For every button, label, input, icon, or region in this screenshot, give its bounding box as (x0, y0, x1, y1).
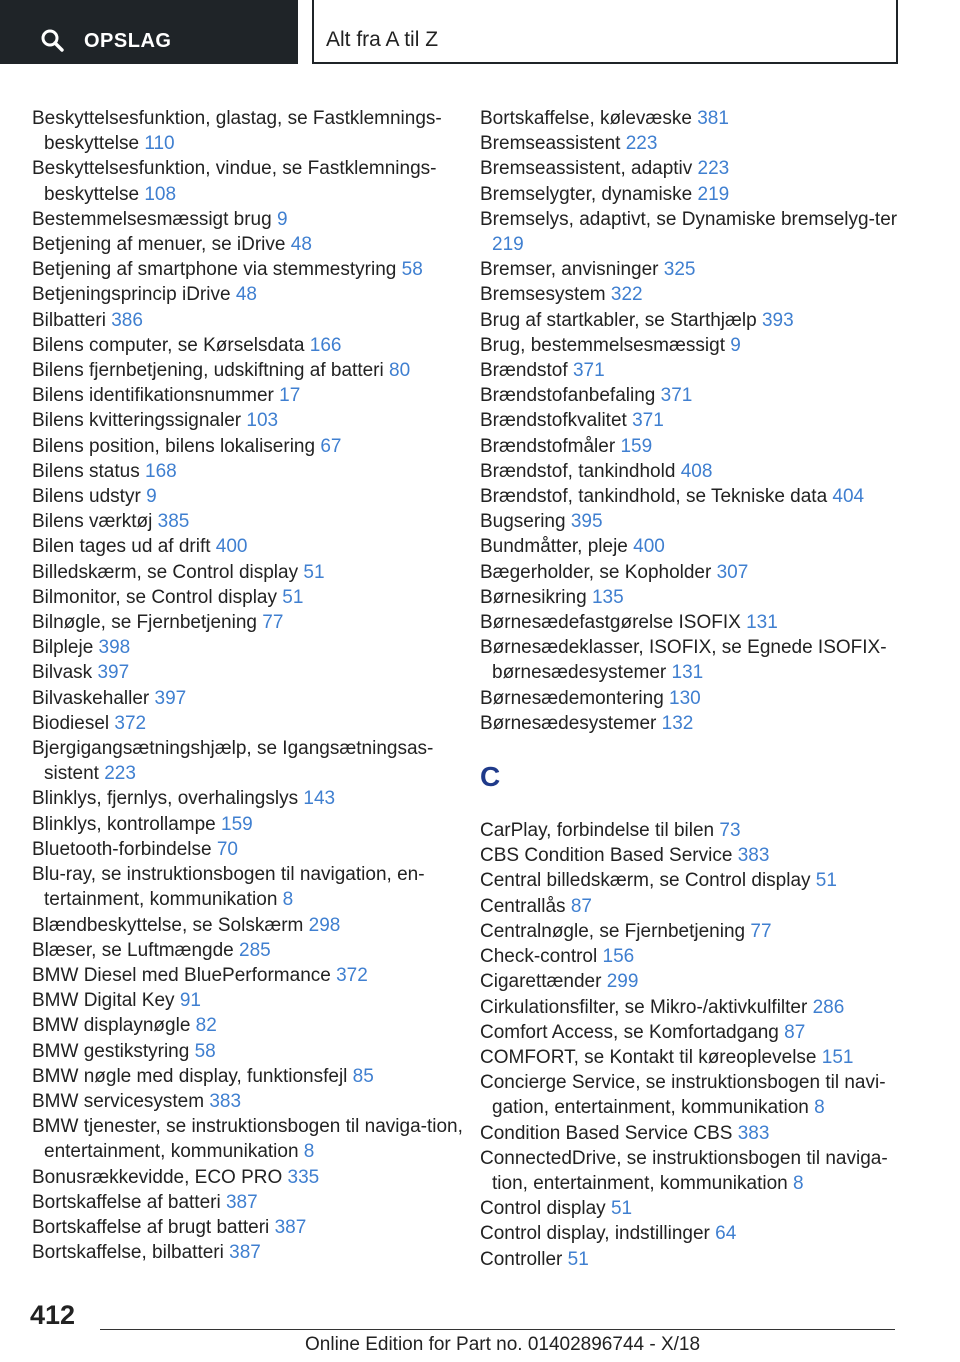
index-page-link[interactable]: 143 (303, 788, 336, 810)
index-entry (32, 383, 472, 408)
index-entry (32, 812, 472, 837)
index-entry (480, 106, 900, 131)
index-entry (32, 1013, 472, 1038)
index-entry-text: Betjening af menuer, se iDrive (32, 234, 286, 256)
index-page-link[interactable]: 393 (761, 309, 794, 331)
index-entry (32, 434, 472, 459)
index-page-link[interactable]: 91 (179, 990, 201, 1012)
index-entry (480, 383, 900, 408)
index-entry-text: Bilens værktøj (32, 511, 153, 533)
index-entry (32, 484, 472, 509)
index-page-link[interactable]: 400 (633, 536, 665, 558)
index-page-link[interactable]: 48 (235, 284, 257, 306)
index-entry (32, 156, 472, 206)
index-column-right (480, 106, 900, 1272)
index-entry (32, 938, 472, 963)
index-page-link[interactable]: 219 (697, 183, 730, 205)
index-page-link[interactable]: 395 (570, 511, 603, 533)
index-entry-text: BMW displaynøgle (32, 1015, 191, 1037)
index-entry-text: Betjening af smartphone via stemmestyring (32, 259, 397, 281)
section-letter-c: C (480, 761, 501, 793)
index-page-link[interactable]: 219 (492, 234, 524, 256)
index-entry-text: Bilpleje (32, 637, 94, 659)
index-entry-text: CarPlay, forbindelse til bilen (480, 820, 715, 842)
index-entry (480, 182, 900, 207)
index-page-link[interactable]: 223 (697, 158, 730, 180)
index-entry-text: Bilmonitor, se Control display (32, 586, 277, 608)
index-entry-text: BMW Digital Key (32, 990, 175, 1012)
index-entry-text: Brændstofanbefaling (480, 385, 656, 407)
search-tab[interactable] (0, 0, 298, 64)
index-page-link[interactable]: 82 (195, 1015, 217, 1037)
index-entry-text: Centrallås (480, 895, 566, 917)
index-page-link[interactable]: 322 (610, 284, 643, 306)
index-page-link[interactable]: 397 (97, 662, 130, 684)
footer-edition (305, 1334, 700, 1356)
index-entry-text: COMFORT, se Kontakt til køreoplevelse (480, 1046, 817, 1068)
index-entry-text: Cirkulationsfilter, se Mikro-/aktivkulfilter (480, 996, 808, 1018)
index-entry-text: Centralnøgle, se Fjernbetjening (480, 920, 746, 942)
index-entry (480, 686, 900, 711)
index-entry (32, 459, 472, 484)
search-icon (40, 28, 64, 52)
index-entry (480, 459, 900, 484)
index-entry-text: Børnesædeklasser, ISOFIX, se Egnede ISOFIX-børnesædesystemer (480, 637, 887, 684)
index-page-link[interactable]: 398 (98, 637, 131, 659)
index-entry (32, 660, 472, 685)
index-page-link[interactable]: 58 (194, 1040, 216, 1062)
index-page-link[interactable]: 8 (282, 889, 294, 911)
index-entry-text: Bilens computer, se Kørselsdata (32, 334, 305, 356)
index-entry (480, 1146, 900, 1196)
index-page-link[interactable]: 51 (282, 586, 304, 608)
index-entry-text: Børnesædesystemer (480, 712, 657, 734)
index-entry (32, 333, 472, 358)
index-page-link[interactable]: 9 (276, 208, 288, 230)
index-entry-text: Bilvask (32, 662, 93, 684)
index-entry (480, 156, 900, 181)
index-entry-text: Blæser, se Luftmængde (32, 939, 234, 961)
index-entry (32, 988, 472, 1013)
index-entry (480, 333, 900, 358)
index-page-link[interactable]: 285 (239, 939, 271, 961)
index-entry (480, 944, 900, 969)
index-entry (32, 560, 472, 585)
index-page-link[interactable]: 87 (784, 1021, 806, 1043)
index-page-link[interactable]: 404 (832, 486, 865, 508)
index-entry-text: Controller (480, 1248, 563, 1270)
index-page-link[interactable]: 77 (262, 612, 284, 634)
index-column-left (32, 106, 472, 1265)
index-entry-text: Bortskaffelse af batteri (32, 1191, 221, 1213)
index-page-link[interactable]: 223 (625, 133, 658, 155)
index-page-link[interactable]: 371 (632, 410, 664, 432)
index-entry-text: Blinklys, kontrollampe (32, 813, 216, 835)
index-entry (32, 509, 472, 534)
index-page-link[interactable]: 408 (680, 460, 713, 482)
index-entry-text: Brændstofmåler (480, 435, 616, 457)
index-page-link[interactable]: 383 (209, 1090, 242, 1112)
index-entry (32, 786, 472, 811)
index-entry-text: Bjergigangsætningshjælp, se Igangsætningsas‐sistent (32, 738, 434, 785)
index-page-link[interactable]: 73 (719, 820, 741, 842)
index-page-link[interactable]: 110 (144, 133, 175, 155)
index-entry (32, 1215, 472, 1240)
index-entry (480, 919, 900, 944)
index-entry (32, 358, 472, 383)
index-entry (480, 585, 900, 610)
index-entry (32, 837, 472, 862)
index-page-link[interactable]: 372 (114, 712, 147, 734)
index-page-link[interactable]: 51 (567, 1248, 589, 1270)
index-entry-text: Central billedskærm, se Control display (480, 870, 811, 892)
index-entry-text: Brug af startkabler, se Starthjælp (480, 309, 757, 331)
index-entry-text: Bortskaffelse, kølevæske (480, 108, 692, 129)
index-entry-text: Brændstof, tankindhold, se Tekniske data (480, 486, 828, 508)
index-entry (480, 484, 900, 509)
index-page-link[interactable]: 9 (146, 486, 157, 508)
index-page-link[interactable]: 372 (336, 964, 368, 986)
index-page-link[interactable]: 67 (320, 435, 342, 457)
index-entry (32, 106, 472, 156)
footer-edition-text: Online Edition for Part no. 01402896744 - X/18 (305, 1334, 701, 1355)
index-page-link[interactable]: 400 (215, 536, 248, 558)
index-page-link[interactable]: 387 (225, 1191, 258, 1213)
index-entry-text: BMW tjenester, se instruktionsbogen til naviga‐tion, entertainment, kommunikation (32, 1116, 463, 1163)
index-entry (32, 913, 472, 938)
index-page-link[interactable]: 8 (814, 1097, 825, 1119)
index-page-link[interactable]: 48 (290, 234, 312, 256)
index-entry (480, 358, 900, 383)
index-entry (480, 995, 900, 1020)
index-entry-text: Børnesikring (480, 586, 587, 608)
index-entry (32, 257, 472, 282)
index-entry (32, 1089, 472, 1114)
index-entry-text: ConnectedDrive, se instruktionsbogen til naviga‐tion, entertainment, kommunikation (480, 1147, 888, 1194)
index-page-link[interactable]: 383 (737, 1122, 770, 1144)
index-page-link[interactable]: 387 (274, 1216, 307, 1238)
index-page-link[interactable]: 286 (812, 996, 845, 1018)
index-entry-text: Cigarettænder (480, 971, 602, 993)
index-page-link[interactable]: 397 (154, 687, 187, 709)
index-entry (480, 868, 900, 893)
index-entry-text: Bilnøgle, se Fjernbetjening (32, 612, 257, 634)
page-header (0, 0, 960, 66)
index-entry (32, 207, 472, 232)
index-entry (32, 282, 472, 307)
index-group-c (480, 818, 900, 1272)
index-entry-text: Bestemmelsesmæssigt brug (32, 208, 272, 230)
index-entry-text: Concierge Service, se instruktionsbogen til navi‐gation, entertainment, kommunikation (480, 1072, 886, 1119)
index-page-link[interactable]: 386 (111, 309, 143, 331)
index-entry-text: Brændstof, tankindhold (480, 460, 676, 482)
index-entry (32, 1064, 472, 1089)
index-entry (480, 131, 900, 156)
index-entry-text: Bilens fjernbetjening, udskiftning af batteri (32, 360, 384, 382)
index-entry-text: BMW Diesel med BluePerformance (32, 964, 331, 986)
index-page-link[interactable]: 87 (570, 895, 592, 917)
index-page-link[interactable]: 51 (610, 1198, 633, 1220)
index-entry-text: Billedskærm, se Control display (32, 561, 299, 583)
index-entry (32, 635, 472, 660)
index-entry-text: Control display (480, 1198, 606, 1220)
index-entry (480, 894, 900, 919)
index-entry (480, 308, 900, 333)
index-entry (480, 282, 900, 307)
index-entry-text: Check-control (480, 946, 598, 968)
index-page-link[interactable]: 223 (104, 763, 136, 785)
index-entry (480, 1045, 900, 1070)
index-page-link[interactable]: 80 (389, 360, 411, 382)
index-page-link[interactable]: 159 (221, 813, 253, 835)
index-page-link[interactable]: 131 (746, 612, 778, 634)
index-entry-text: Bremselys, adaptivt, se Dynamiske bremselyg‐ter (480, 208, 898, 230)
index-entry-text: Bilens position, bilens lokalisering (32, 435, 316, 457)
index-entry-text: Condition Based Service CBS (480, 1122, 733, 1144)
index-entry (32, 1190, 472, 1215)
index-page-link[interactable]: 299 (606, 971, 639, 993)
index-entry-text: Blændbeskyttelse, se Solskærm (32, 914, 304, 936)
index-entry (480, 610, 900, 635)
index-page-link[interactable]: 132 (661, 712, 694, 734)
index-page-link[interactable]: 307 (716, 561, 749, 583)
index-entry-text: CBS Condition Based Service (480, 845, 733, 867)
index-entry (480, 1247, 900, 1272)
index-page-link[interactable]: 9 (730, 334, 741, 356)
index-entry (480, 560, 900, 585)
index-group-b-continued (480, 106, 900, 736)
index-page-link[interactable]: 8 (303, 1141, 315, 1163)
index-entry-text: Bundmåtter, pleje (480, 536, 628, 558)
index-entry (480, 434, 900, 459)
index-page-link[interactable]: 108 (144, 183, 177, 205)
index-entry-text: Blinklys, fjernlys, overhalingslys (32, 788, 299, 810)
index-entry-text: Biodiesel (32, 712, 110, 734)
index-entry (32, 534, 472, 559)
index-page-link[interactable]: 131 (671, 662, 704, 684)
index-entry-text: Beskyttelsesfunktion, glastag, se Fastklemnings‐beskyttelse (32, 108, 442, 155)
index-entry-text: Børnesædefastgørelse ISOFIX (480, 612, 741, 634)
index-page-link[interactable]: 70 (216, 838, 238, 860)
index-entry-text: Bilbatteri (32, 309, 106, 331)
index-entry (480, 509, 900, 534)
index-page-link[interactable]: 17 (279, 385, 301, 407)
index-entry (32, 585, 472, 610)
index-entry (32, 408, 472, 433)
index-page-link[interactable]: 51 (303, 561, 325, 583)
index-entry-text: Bilens udstyr (32, 486, 141, 508)
index-entry-text: Børnesædemontering (480, 687, 664, 709)
index-entry (480, 843, 900, 868)
index-entry (32, 1240, 472, 1265)
page-number: 412 (30, 1300, 76, 1330)
index-entry (480, 207, 900, 257)
index-entry (480, 257, 900, 282)
index-entry (32, 232, 472, 257)
index-entry (480, 1020, 900, 1045)
index-entry-text: Bugsering (480, 511, 566, 533)
index-page-link[interactable]: 371 (660, 385, 693, 407)
index-page-link[interactable]: 77 (750, 920, 772, 942)
index-entry-text: Bortskaffelse af brugt batteri (32, 1216, 270, 1238)
index-page-link[interactable]: 159 (620, 435, 653, 457)
index-entry-text: Brug, bestemmelsesmæssigt (480, 334, 725, 356)
section-title: Alt fra A til Z (326, 28, 439, 51)
index-page-link[interactable]: 85 (352, 1065, 374, 1087)
index-entry (480, 969, 900, 994)
index-page-link[interactable]: 64 (715, 1223, 737, 1245)
index-entry-text: Bilens identifikationsnummer (32, 385, 274, 407)
index-entry (32, 736, 472, 786)
index-page-link[interactable]: 8 (793, 1172, 804, 1194)
index-entry-text: Bilvaskehaller (32, 687, 150, 709)
index-entry (480, 408, 900, 433)
index-entry (32, 862, 472, 912)
index-page-link[interactable]: 298 (308, 914, 341, 936)
index-entry-text: Brændstofkvalitet (480, 410, 627, 432)
index-entry-text: BMW servicesystem (32, 1090, 205, 1112)
index-entry-text: Bremselygter, dynamiske (480, 183, 693, 205)
index-page-link[interactable]: 387 (229, 1242, 261, 1264)
search-tab-label: OPSLAG (84, 30, 172, 52)
index-entry-text: Bilen tages ud af drift (32, 536, 211, 558)
index-entry-text: BMW gestikstyring (32, 1040, 190, 1062)
index-entry (480, 1196, 900, 1221)
footer-divider (100, 1329, 895, 1330)
index-entry (480, 1121, 900, 1146)
index-page-link[interactable]: 58 (401, 259, 423, 281)
index-page-link[interactable]: 51 (815, 870, 837, 892)
index-entry (32, 610, 472, 635)
index-entry (480, 1221, 900, 1246)
index-entry-text: Comfort Access, se Komfortadgang (480, 1021, 779, 1043)
index-entry-text: Bluetooth-forbindelse (32, 838, 212, 860)
index-entry (32, 308, 472, 333)
index-entry (480, 711, 900, 736)
index-page-link[interactable]: 166 (309, 334, 342, 356)
index-entry-text: Control display, indstillinger (480, 1223, 710, 1245)
index-entry (480, 534, 900, 559)
index-page-link[interactable]: 151 (821, 1046, 854, 1068)
index-page-link[interactable]: 381 (697, 108, 729, 129)
index-entry (480, 818, 900, 843)
index-entry-text: Bremsesystem (480, 284, 606, 306)
index-page-link[interactable]: 335 (287, 1166, 320, 1188)
index-entry-text: Bægerholder, se Kopholder (480, 561, 712, 583)
index-entry (32, 686, 472, 711)
index-entry (480, 635, 900, 685)
index-entry-text: BMW nøgle med display, funktionsfejl (32, 1065, 348, 1087)
index-page-link[interactable]: 385 (157, 511, 190, 533)
index-page-link[interactable]: 156 (602, 946, 635, 968)
index-page-link[interactable]: 168 (145, 460, 177, 482)
index-entry (32, 963, 472, 988)
index-entry (32, 711, 472, 736)
index-entry-text: Brændstof (480, 360, 568, 382)
index-entry-text: Bilens kvitteringssignaler (32, 410, 242, 432)
index-entry (480, 1070, 900, 1120)
section-title-tab (312, 0, 898, 64)
index-entry-text: Bortskaffelse, bilbatteri (32, 1242, 224, 1264)
index-page-link[interactable]: 103 (246, 410, 279, 432)
index-entry (32, 1165, 472, 1190)
index-entry-text: Bonusrækkevidde, ECO PRO (32, 1166, 283, 1188)
index-entry (32, 1039, 472, 1064)
index-entry-text: Betjeningsprincip iDrive (32, 284, 231, 306)
index-page-link[interactable]: 135 (591, 586, 624, 608)
index-entry-text: Beskyttelsesfunktion, vindue, se Fastklemnings‐beskyttelse (32, 158, 437, 205)
index-entry-text: Bilens status (32, 460, 140, 482)
index-entry (32, 1114, 472, 1164)
index-entry-text: Bremseassistent, adaptiv (480, 158, 693, 180)
index-entry-text: Bremser, anvisninger (480, 259, 659, 281)
index-entry-text: Bremseassistent (480, 133, 621, 155)
index-page-link[interactable]: 325 (663, 259, 696, 281)
index-page-link[interactable]: 383 (737, 845, 770, 867)
index-page-link[interactable]: 371 (572, 360, 605, 382)
index-page-link[interactable]: 130 (669, 687, 701, 709)
index-entry-text: Blu-ray, se instruktionsbogen til navigation, en‐tertainment, kommunikation (32, 864, 425, 911)
